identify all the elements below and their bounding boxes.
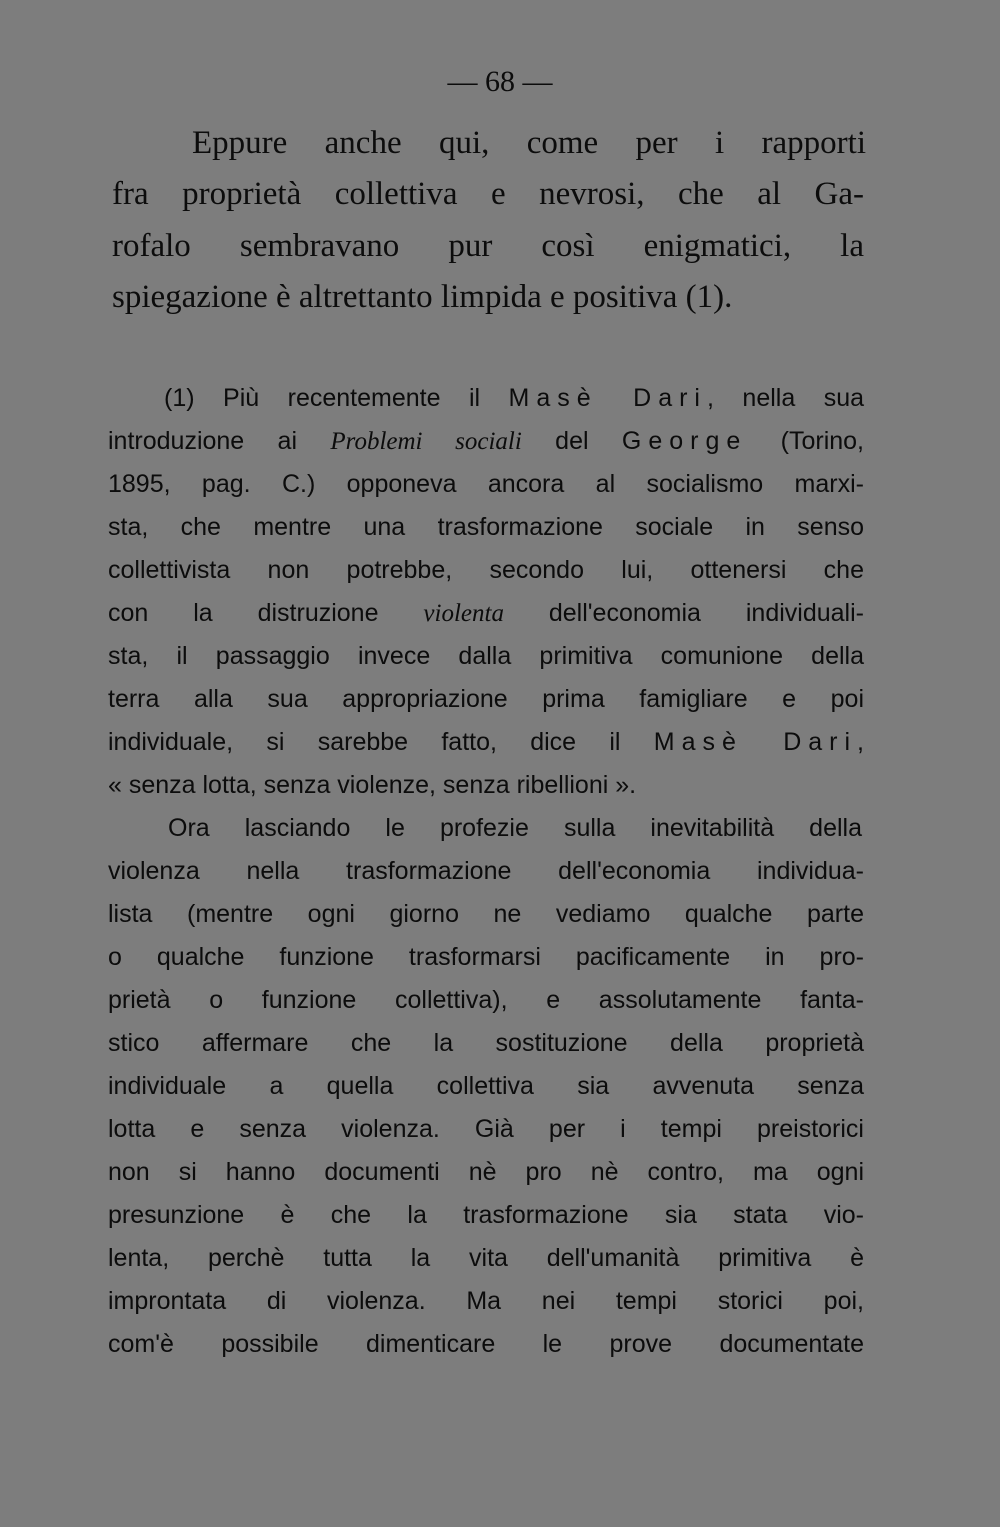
body-line-3: lista (mentre ogni giorno ne vediamo qualche parte bbox=[108, 900, 864, 928]
book-title: Problemi sociali bbox=[330, 428, 522, 455]
body-line-9: non si hanno documenti nè pro nè contro, ma ogni bbox=[108, 1158, 864, 1186]
footnote-line-5: collettivista non potrebbe, secondo lui, ottenersi che bbox=[108, 556, 864, 584]
footnote-line-1 bbox=[164, 378, 864, 418]
footnote-line-6 bbox=[108, 593, 864, 634]
footnote-text: del bbox=[521, 427, 622, 455]
footnote-text: , nella sua bbox=[707, 384, 865, 412]
footnote-text: (Torino, bbox=[747, 427, 864, 455]
body-line-13: com'è possibile dimenticare le prove documentate bbox=[108, 1330, 864, 1358]
body-line-4: o qualche funzione trasformarsi pacificamente in pro- bbox=[108, 943, 864, 971]
footnote-line-8: terra alla sua appropriazione prima famigliare e poi bbox=[108, 685, 864, 713]
body-line-8: lotta e senza violenza. Già per i tempi preistorici bbox=[108, 1115, 864, 1143]
page-number: — 68 — bbox=[447, 65, 553, 98]
body-line-6: stico affermare che la sostituzione della proprietà bbox=[108, 1029, 864, 1057]
body-line-10: presunzione è che la trasformazione sia stata vio- bbox=[108, 1201, 864, 1229]
footnote-line-4: sta, che mentre una trasformazione sociale in senso bbox=[108, 513, 864, 541]
footnote-line-2 bbox=[108, 421, 864, 462]
body-line-11: lenta, perchè tutta la vita dell'umanità primitiva è bbox=[108, 1244, 864, 1272]
footnote-line-7: sta, il passaggio invece dalla primitiva comunione della bbox=[108, 642, 864, 670]
author-name: Masè Dari bbox=[653, 728, 858, 756]
main-line-2-text: fra proprietà collettiva e nevrosi, che al Ga- bbox=[112, 176, 864, 212]
footnote-text: dell'economia individuali- bbox=[503, 599, 864, 627]
body-line-12: improntata di violenza. Ma nei tempi storici poi, bbox=[108, 1287, 864, 1315]
footnote-text: con la distruzione bbox=[108, 599, 424, 627]
author-name: George bbox=[621, 427, 748, 455]
main-line-3-text: rofalo sembravano pur così enigmatici, la bbox=[112, 228, 864, 264]
footnote-text: (1) Più recentemente il bbox=[164, 384, 509, 412]
main-line-3 bbox=[112, 221, 864, 271]
footnote-text: individuale, si sarebbe fatto, dice il bbox=[108, 728, 654, 756]
footnote-line-3: 1895, pag. C.) opponeva ancora al socialismo marxi- bbox=[108, 470, 864, 498]
footnote-text: , bbox=[857, 728, 864, 756]
body-line-5: prietà o funzione collettiva), e assolutamente fanta- bbox=[108, 986, 864, 1014]
body-line-1: Ora lasciando le profezie sulla inevitabilità della bbox=[168, 814, 862, 842]
footnote-text: introduzione ai bbox=[108, 427, 331, 455]
body-line-2: violenza nella trasformazione dell'economia individua- bbox=[108, 857, 864, 885]
footnote-line-10: « senza lotta, senza violenze, senza ribellioni ». bbox=[108, 771, 637, 799]
main-line-2 bbox=[112, 169, 864, 219]
emphasis-text: violenta bbox=[423, 600, 504, 627]
main-line-1: Eppure anche qui, come per i rapporti bbox=[192, 125, 866, 161]
main-line-4: spiegazione è altrettanto limpida e positiva (1). bbox=[112, 279, 733, 315]
footnote-line-9 bbox=[108, 722, 864, 762]
author-name: Masè Dari bbox=[508, 384, 707, 412]
body-line-7: individuale a quella collettiva sia avvenuta senza bbox=[108, 1072, 864, 1100]
